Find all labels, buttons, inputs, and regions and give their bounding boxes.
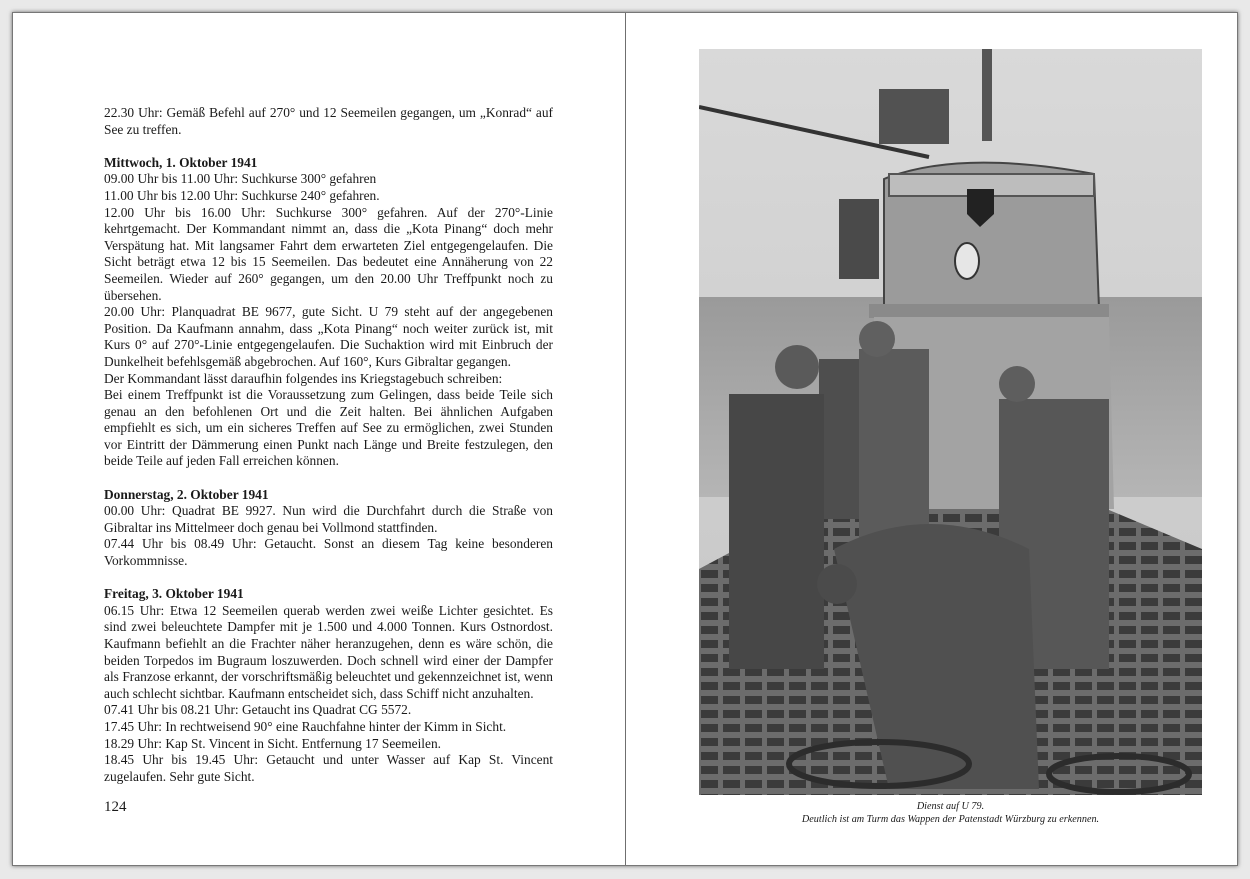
entry-line: 07.41 Uhr bis 08.21 Uhr: Getaucht ins Quadrat CG 5572. [104, 702, 412, 718]
entry-line: 17.45 Uhr: In rechtweisend 90° eine Rauchfahne hinter der Kimm in Sicht. [104, 718, 507, 734]
heading-donnerstag: Donnerstag, 2. Oktober 1941 [104, 486, 269, 502]
page-gutter [625, 13, 626, 865]
entry-line: 00.00 Uhr: Quadrat BE 9927. Nun wird die Durchfahrt durch die Straße von Gibraltar ins Mittelmeer doch genau bei Vollmond stattfinden. [104, 503, 553, 535]
entry-line: 18.45 Uhr bis 19.45 Uhr: Getaucht und unter Wasser auf Kap St. Vincent zugelaufen. Sehr gute Sicht. [104, 752, 553, 784]
page-number: 124 [104, 799, 127, 815]
entry-line: 07.44 Uhr bis 08.49 Uhr: Getaucht. Sonst an diesem Tag keine besonderen Vorkommnisse. [104, 536, 553, 569]
entry-line: 09.00 Uhr bis 11.00 Uhr: Suchkurse 300° gefahren [104, 171, 377, 187]
entry-line: 11.00 Uhr bis 12.00 Uhr: Suchkurse 240° gefahren. [104, 187, 380, 203]
entry-line: Der Kommandant lässt daraufhin folgendes ins Kriegstagebuch schreiben: [104, 370, 503, 386]
entry-line: 18.29 Uhr: Kap St. Vincent in Sicht. Entfernung 17 Seemeilen. [104, 735, 442, 751]
left-page-text [104, 105, 553, 785]
paragraph-intro: 22.30 Uhr: Gemäß Befehl auf 270° und 12 Seemeilen gegangen, um „Konrad“ auf See zu treffen. [104, 105, 553, 137]
entry-line: 06.15 Uhr: Etwa 12 Seemeilen querab werden zwei weiße Lichter gesichtet. Es sind zwei beleuchtete Dampfer mit je 1.500 und 4.000 Tonnen. Kurs Ostnordost. Kaufmann befiehlt an die Frachter näher heranzugehen, denn es wäre schön, die beiden Torpedos im Bugraum loszuwerden. Doch schnell wird einer der Dampfer als Franzose erkannt, der vorschriftsmäßig beleuchtet und gekennzeichnet ist, wenn auch schlecht sichtbar. Kaufmann entscheidet sich, dass Schiff nicht anzuhalten. [104, 602, 553, 701]
heading-mittwoch: Mittwoch, 1. Oktober 1941 [104, 154, 258, 170]
book-spread [12, 12, 1238, 866]
entry-line: 20.00 Uhr: Planquadrat BE 9677, gute Sicht. U 79 steht auf der angegebenen Position. Da Kaufmann annahm, dass „Kota Pinang“ noch weiter zurück ist, mit Kurs 0° auf 270°-Linie entgegengelaufen. Die Suchaktion wird mit Einbruch der Dunkelheit befehlsgemäß abgebrochen. Auf 160°, Kurs Gibraltar gegangen. [104, 304, 553, 369]
uboat-photo [699, 49, 1202, 795]
heading-freitag: Freitag, 3. Oktober 1941 [104, 586, 244, 602]
caption-line-2: Deutlich ist am Turm das Wappen der Patenstadt Würzburg zu erkennen. [801, 814, 1100, 825]
uboat-photo-illustration [699, 49, 1202, 795]
entry-line: 12.00 Uhr bis 16.00 Uhr: Suchkurse 300° gefahren. Auf der 270°-Linie kehrtgemacht. Der Kommandant nimmt an, dass die „Kota Pinang“ doch mehr Verspätung hat. Mit langsamer Fahrt dem erwarteten Ziel entgegengelaufen. Die Sicht beträgt etwa 12 bis 15 Seemeilen. Das bedeutet eine Annäherung von 22 Seemeilen. Wieder auf 260° gegangen, um den 20.00 Uhr Treffpunkt noch zu übersehen. [104, 204, 553, 303]
caption-line-1: Dienst auf U 79. [916, 801, 985, 812]
entry-line: Bei einem Treffpunkt ist die Voraussetzung zum Gelingen, dass beide Teile sich genau an den befohlenen Ort und die Zeit halten. Bei ähnlichen Aufgaben empfiehlt es sich, um ein sicheres Treffen auf See zu ermöglichen, zwei Stunden vor Eintritt der Dämmerung einen Punkt nach Länge und Breite festzulegen, den beide Teile auf jeden Fall erreichen können. [104, 387, 553, 469]
photo-caption [699, 800, 1202, 826]
